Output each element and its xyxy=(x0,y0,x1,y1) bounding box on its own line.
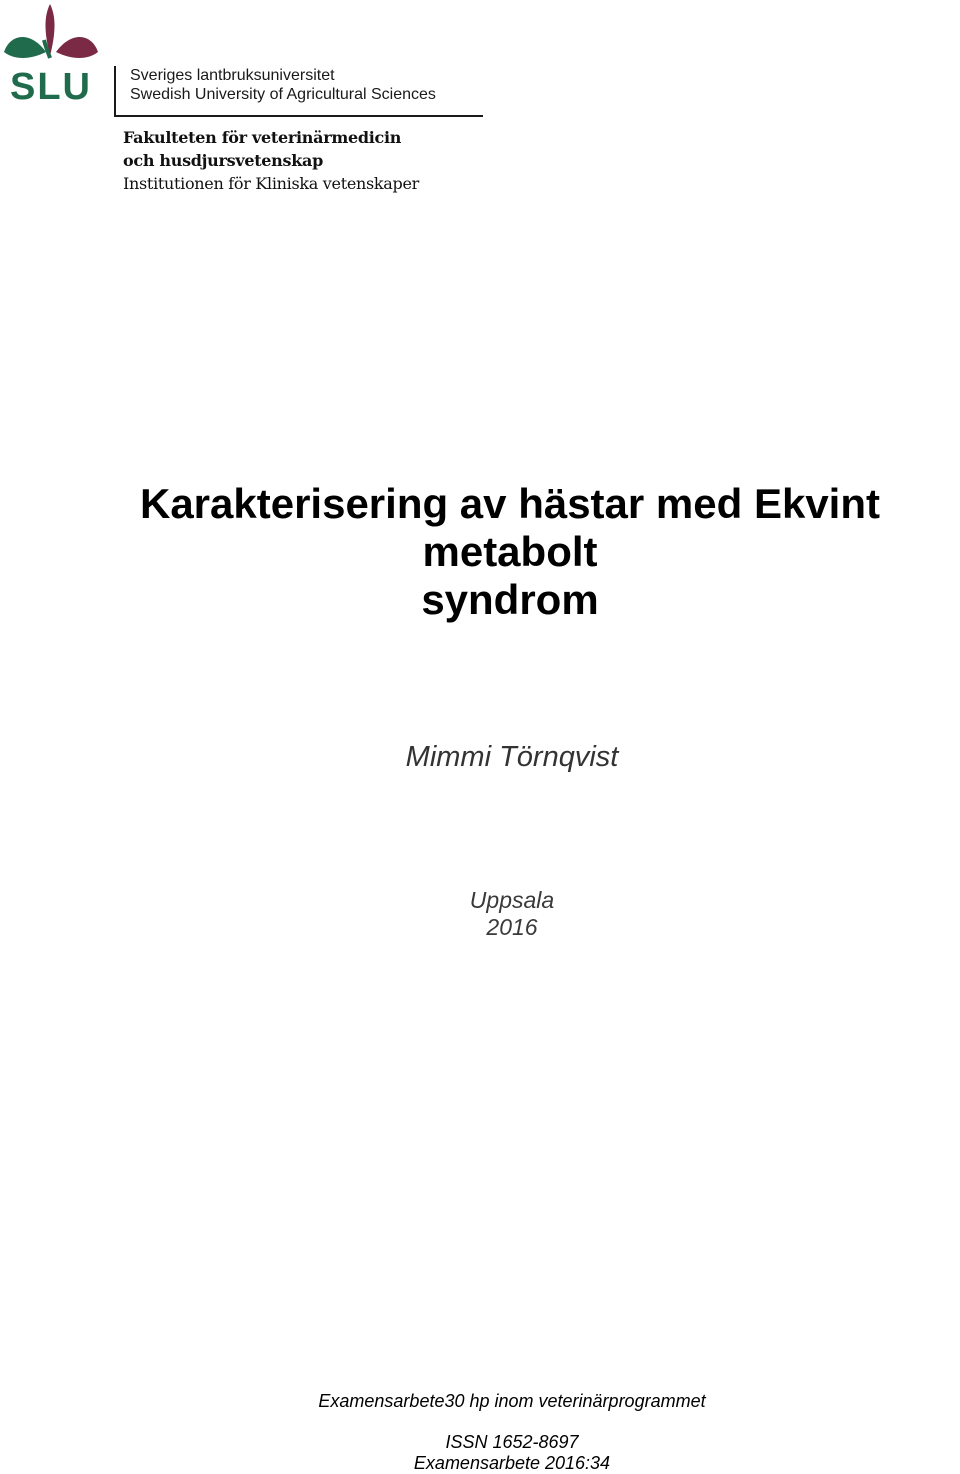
university-name-swedish: Sveriges lantbruksuniversitet xyxy=(130,67,335,84)
thesis-title xyxy=(60,480,960,624)
divider-horizontal xyxy=(114,115,483,117)
thesis-title-line2: syndrom xyxy=(421,576,599,623)
university-name-english: Swedish University of Agricultural Sciences xyxy=(130,86,436,103)
slu-wordmark: SLU xyxy=(10,66,92,102)
faculty-name-line1: Fakulteten för veterinärmedicin xyxy=(123,128,402,147)
faculty-block xyxy=(123,126,419,195)
exam-info: Examensarbete30 hp inom veterinärprogrammet xyxy=(318,1391,706,1411)
author-name: Mimmi Törnqvist xyxy=(405,741,619,773)
slu-leaf-icon xyxy=(0,0,102,102)
department-name: Institutionen för Kliniska vetenskaper xyxy=(123,174,420,193)
series-number: Examensarbete 2016:34 xyxy=(413,1453,611,1473)
faculty-name-line2: och husdjursvetenskap xyxy=(123,151,323,170)
divider-vertical xyxy=(114,66,116,116)
place: Uppsala xyxy=(469,887,555,913)
footer-block xyxy=(0,1390,960,1474)
issn: ISSN 1652-8697 xyxy=(445,1432,579,1452)
year: 2016 xyxy=(486,914,538,940)
place-year-block xyxy=(0,887,960,941)
thesis-title-line1: Karakterisering av hästar med Ekvint metabolt xyxy=(139,480,880,575)
university-name-block xyxy=(114,66,484,118)
slu-logo xyxy=(0,0,102,102)
